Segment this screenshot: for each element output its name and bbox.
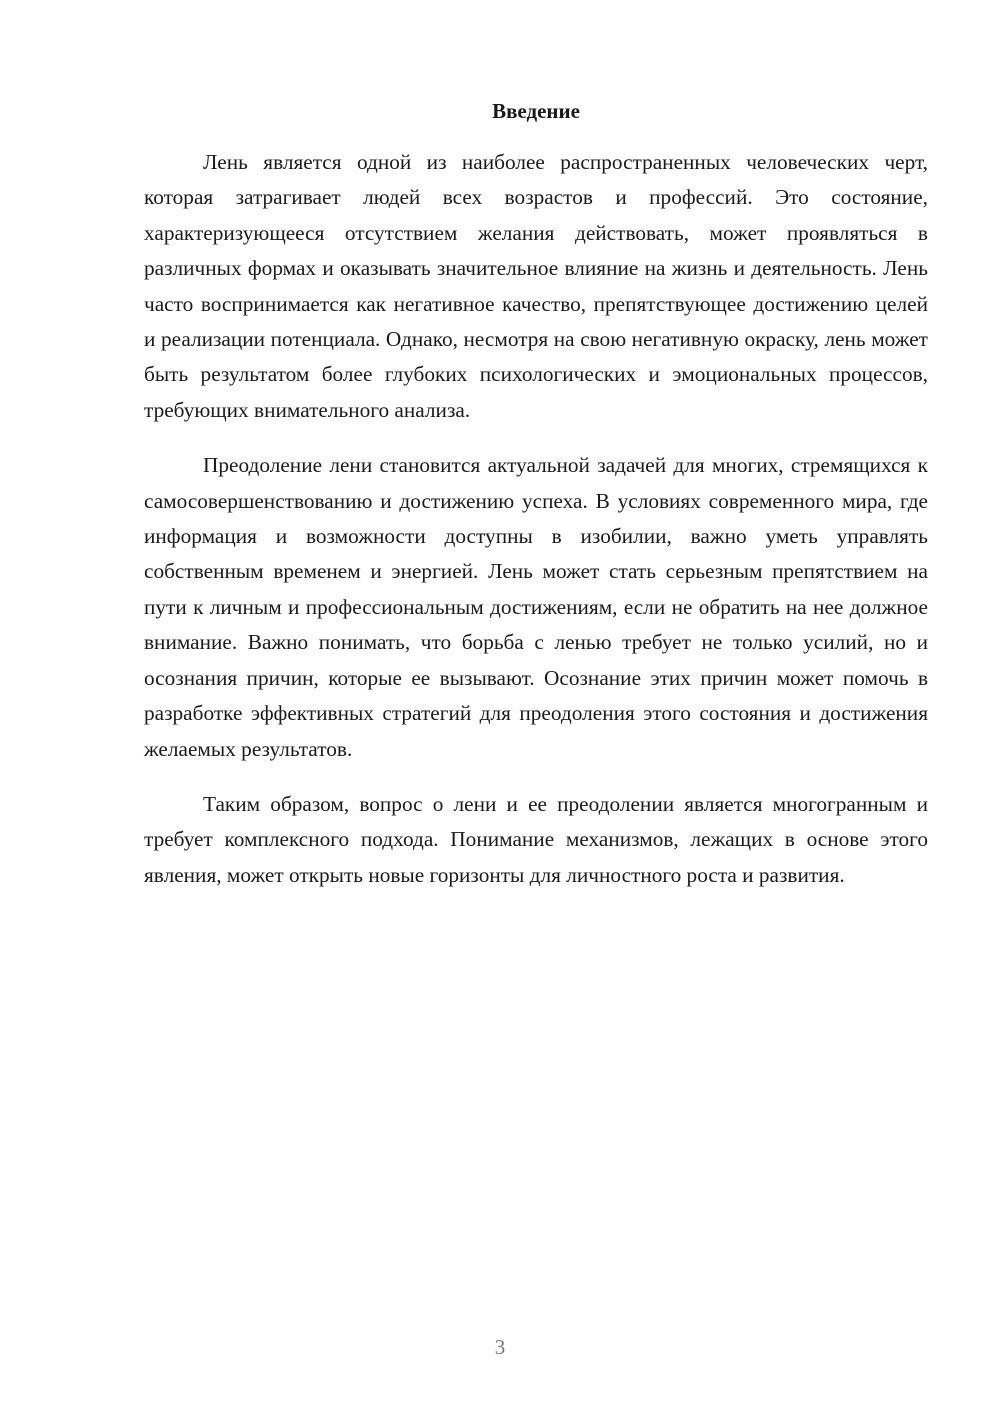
paragraph-2: Преодоление лени становится актуальной задачей для многих, стремящихся к самосовершенствованию и достижению успеха. В условиях современного мира, где информация и возможности доступны в изобилии, важно уметь управлять собственным временем и энергией. Лень может стать серьезным препятствием на пути к личным и профессиональным достижениям, если не обратить на нее должное внимание. Важно понимать, что борьба с ленью требует не только усилий, но и осознания причин, которые ее вызывают. Осознание этих причин может помочь в разработке эффективных стратегий для преодоления этого состояния и достижения желаемых результатов. — [144, 453, 928, 761]
section-title: Введение — [492, 99, 580, 123]
paragraph-3: Таким образом, вопрос о лени и ее преодолении является многогранным и требует комплексного подхода. Понимание механизмов, лежащих в основе этого явления, может открыть новые горизонты для личностного роста и развития. — [144, 791, 928, 887]
page-content — [144, 96, 928, 913]
paragraph-1: Лень является одной из наиболее распространенных человеческих черт, которая затрагивает людей всех возрастов и профессий. Это состояние, характеризующееся отсутствием желания действовать, может проявляться в различных формах и оказывать значительное влияние на жизнь и деятельность. Лень часто воспринимается как негативное качество, препятствующее достижению целей и реализации потенциала. Однако, несмотря на свою негативную окраску, лень может быть результатом более глубоких психологических и эмоциональных процессов, требующих внимательного анализа. — [144, 150, 928, 422]
page-number: 3 — [494, 1335, 506, 1359]
